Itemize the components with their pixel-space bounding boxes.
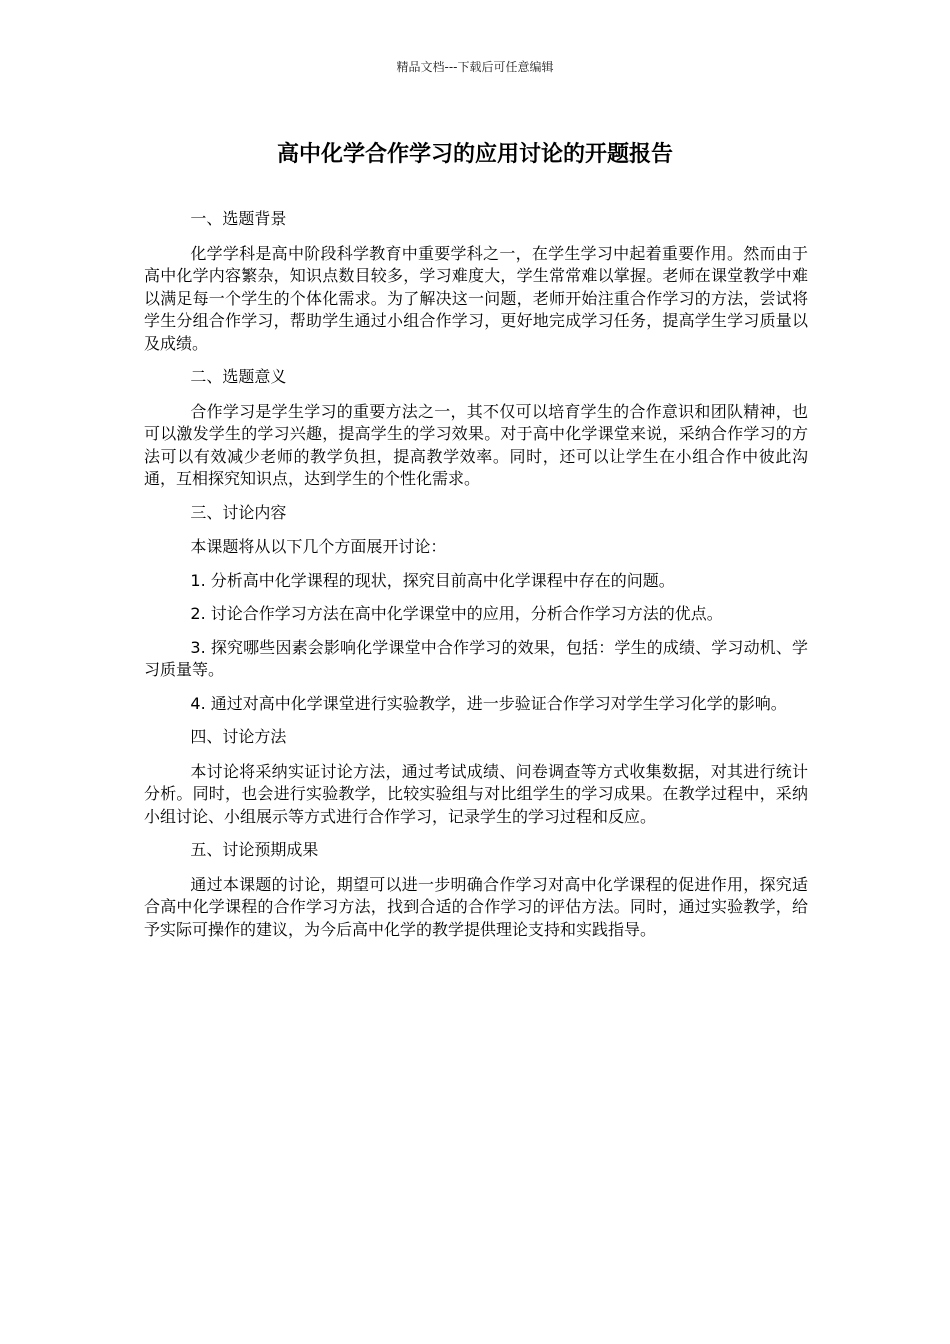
header-note: 精品文档---下载后可任意编辑 bbox=[396, 60, 554, 74]
paragraph-content-intro: 本课题将从以下几个方面展开讨论： bbox=[190, 537, 447, 556]
section-heading-content: 三、讨论内容 bbox=[190, 502, 287, 522]
document-title: 高中化学合作学习的应用讨论的开题报告 bbox=[276, 142, 673, 167]
paragraph-significance: 合作学习是学生学习的重要方法之一，其不仅可以培育学生的合作意识和团队精神，也可以激发学生的学习兴趣，提高学生的学习效果。对于高中化学课堂来说，采纳合作学习的方法可以有效减少老师的教学负担，提高教学效率。同时，还可以让学生在小组合作中彼此沟通，互相探究知识点，达到学生的个性化需求。 bbox=[144, 401, 808, 488]
section-heading-method: 四、讨论方法 bbox=[190, 727, 287, 746]
list-item-content-2: 2. 讨论合作学习方法在高中化学课堂中的应用，分析合作学习方法的优点。 bbox=[190, 604, 723, 623]
list-item-content-4: 4. 通过对高中化学课堂进行实验教学，进一步验证合作学习对学生学习化学的影响。 bbox=[190, 693, 787, 713]
list-item-content-3: 3. 探究哪些因素会影响化学课堂中合作学习的效果，包括：学生的成绩、学习动机、学习质量等。 bbox=[144, 637, 808, 679]
section-heading-significance: 二、选题意义 bbox=[190, 367, 287, 386]
paragraph-method: 本讨论将采纳实证讨论方法，通过考试成绩、问卷调查等方式收集数据，对其进行统计分析。同时，也会进行实验教学，比较实验组与对比组学生的学习成果。在教学过程中，采纳小组讨论、小组展示等方式进行合作学习，记录学生的学习过程和反应。 bbox=[144, 761, 808, 826]
section-heading-outcome: 五、讨论预期成果 bbox=[190, 840, 319, 859]
paragraph-background: 化学学科是高中阶段科学教育中重要学科之一，在学生学习中起着重要作用。然而由于高中化学内容繁杂，知识点数目较多，学习难度大，学生常常难以掌握。老师在课堂教学中难以满足每一个学生的个体化需求。为了解决这一问题，老师开始注重合作学习的方法，尝试将学生分组合作学习，帮助学生通过小组合作学习，更好地完成学习任务，提高学生学习质量以及成绩。 bbox=[144, 243, 808, 353]
paragraph-outcome: 通过本课题的讨论，期望可以进一步明确合作学习对高中化学课程的促进作用，探究适合高中化学课程的合作学习方法，找到合适的合作学习的评估方法。同时，通过实验教学，给予实际可操作的建议，为今后高中化学的教学提供理论支持和实践指导。 bbox=[144, 874, 808, 939]
list-item-content-1: 1. 分析高中化学课程的现状，探究目前高中化学课程中存在的问题。 bbox=[190, 570, 675, 590]
document-body bbox=[144, 208, 808, 952]
section-heading-background: 一、选题背景 bbox=[190, 209, 287, 228]
